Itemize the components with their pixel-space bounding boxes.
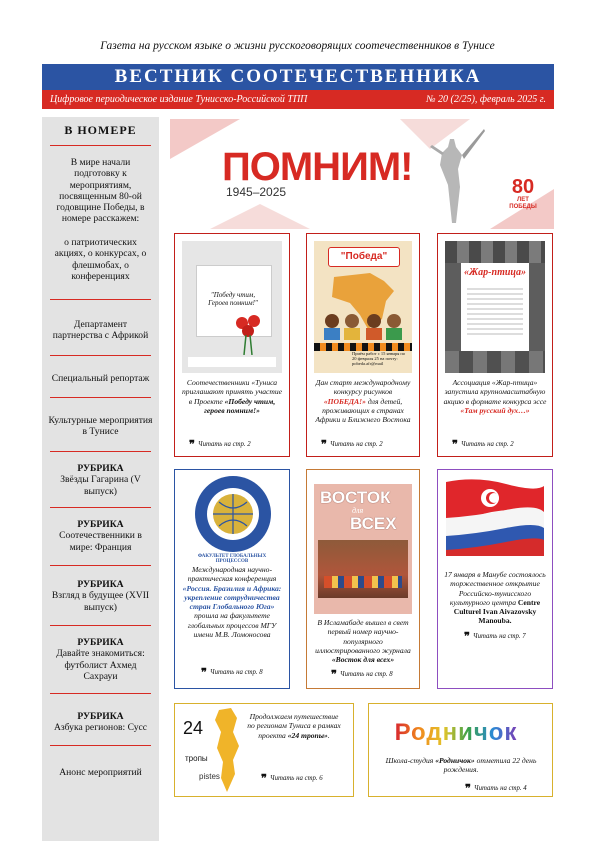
- divider: [50, 355, 151, 356]
- article-card[interactable]: [306, 233, 420, 457]
- quote-icon: ❞: [261, 773, 267, 785]
- poster-title: "Победа": [328, 247, 400, 267]
- anniversary-badge: [504, 177, 542, 211]
- quote-icon: ❞: [452, 439, 458, 451]
- newspaper-tagline: Газета на русском языке о жизни русскоговорящих соотечественников в Тунисе: [100, 40, 495, 52]
- contents-intro-list: о патриотических акциях, о конкурсах, о флешмобах, о конференциях: [54, 237, 147, 282]
- divider: [50, 145, 151, 146]
- article-caption: Ассоциация «Жар-птица» запустила крупномасштабную акцию в формате конкурса эссе «Там русский дух…»: [443, 378, 547, 415]
- poster-image: [314, 241, 412, 373]
- contents-sidebar: [42, 117, 159, 841]
- contents-item[interactable]: [48, 711, 153, 734]
- contents-item[interactable]: Культурные мероприятия в Тунисе: [48, 415, 153, 438]
- logo-number: 24: [183, 718, 204, 738]
- logo-word: тропы: [185, 754, 208, 763]
- article-caption: Школа-студия «Родничок» отметила 22 день рождения.: [385, 756, 537, 775]
- contents-item[interactable]: [48, 519, 153, 553]
- quote-icon: ❞: [464, 631, 470, 643]
- article-caption: Соотечественники «Туниса приглашают принять участие в Проекте «Победу чтим, героев помним!»: [181, 378, 283, 415]
- victory-banner: [170, 119, 554, 229]
- article-caption: В Исламабаде вышел в свет первый номер научно-популярного иллюстрированного журнала «Восток для всех»: [315, 618, 411, 665]
- rodnichok-logo: Родничок: [394, 719, 518, 746]
- faculty-logo-text: ФАКУЛЬТЕТ ГЛОБАЛЬНЫХ ПРОЦЕССОВ: [197, 554, 267, 564]
- contents-item[interactable]: Специальный репортаж: [51, 373, 150, 384]
- tunisia-map-icon: [211, 708, 241, 794]
- rubric-text: Давайте знакомиться: футболист Ахмед Сахрауи: [56, 648, 145, 682]
- read-more-link[interactable]: ❞ Читать на стр. 8: [201, 667, 263, 679]
- cover-title: ВОСТОК: [320, 488, 391, 507]
- read-more-link[interactable]: ❞ Читать на стр. 2: [452, 439, 514, 451]
- publisher-line: Цифровое периодическое издание Тунисско-Российской ТПП: [50, 94, 308, 105]
- article-card[interactable]: [437, 469, 553, 689]
- divider: [50, 507, 151, 508]
- poster-image: [182, 241, 282, 373]
- divider: [50, 451, 151, 452]
- cover-title-2: ВСЕХ: [350, 514, 397, 533]
- quote-icon: ❞: [201, 667, 207, 679]
- contents-item[interactable]: [48, 637, 153, 682]
- hero-title: ПОМНИМ!: [222, 145, 413, 189]
- subtitle-bar: [42, 90, 554, 109]
- tunisia-russia-flags-icon: [446, 476, 544, 558]
- quote-icon: ❞: [331, 669, 337, 681]
- rubric-text: Соотечественники в мире: Франция: [59, 530, 142, 553]
- quote-icon: ❞: [465, 783, 471, 795]
- poster-title: «Жар-птица»: [464, 267, 526, 278]
- article-card[interactable]: [306, 469, 420, 689]
- divider: [50, 565, 151, 566]
- newspaper-title: ВЕСТНИК СООТЕЧЕСТВЕННИКА: [42, 64, 554, 90]
- rubric-label: РУБРИКА: [77, 579, 124, 590]
- read-more-link[interactable]: ❞ Читать на стр. 2: [189, 439, 251, 451]
- quote-icon: ❞: [321, 439, 327, 451]
- badge-number: 80: [511, 176, 535, 198]
- article-caption: 17 января в Манубе состоялось торжественное открытие Российско-тунисского культурного центра Centre Culturel Ivan Aivazovsky Manouba.: [444, 570, 546, 626]
- rubric-label: РУБРИКА: [77, 637, 124, 648]
- article-card[interactable]: [437, 233, 553, 457]
- read-more-link[interactable]: ❞ Читать на стр. 8: [331, 669, 393, 681]
- article-caption: Международная научно-практическая конференция «Россия. Бразилия и Африка: укрепление сотрудничества стран Глобального Юга» прошла на факультете глобальных процессов МГУ имени М.В. Ломоносова: [182, 565, 282, 640]
- motherland-statue-icon: [418, 125, 488, 225]
- divider: [50, 299, 151, 300]
- article-card[interactable]: [174, 233, 290, 457]
- divider: [50, 397, 151, 398]
- cover-subtitle: для: [352, 506, 364, 515]
- rubric-label: РУБРИКА: [77, 463, 124, 474]
- read-more-link[interactable]: ❞ Читать на стр. 2: [321, 439, 383, 451]
- badge-text: ЛЕТ ПОБЕДЫ: [509, 197, 537, 210]
- article-card[interactable]: [174, 703, 354, 797]
- contents-item[interactable]: Департамент партнерства с Африкой: [52, 319, 149, 342]
- quote-icon: ❞: [189, 439, 195, 451]
- magazine-cover: [314, 484, 412, 614]
- issue-number: № 20 (2/25), февраль 2025 г.: [426, 94, 546, 105]
- divider: [50, 745, 151, 746]
- contents-title: В НОМЕРЕ: [64, 123, 137, 137]
- children-drawing-icon: [318, 311, 408, 341]
- faculty-logo-icon: [193, 474, 273, 554]
- contents-item[interactable]: Анонс мероприятий: [59, 767, 142, 778]
- contents-item[interactable]: [48, 579, 153, 613]
- article-card[interactable]: [174, 469, 290, 689]
- divider: [50, 625, 151, 626]
- poster-title: "Победу чтим, Героев помним!": [208, 291, 258, 307]
- article-caption: Продолжаем путешествие по регионам Туниса в рамках проекта «24 тропы».: [247, 712, 341, 740]
- article-caption: Дан старт международному конкурсу рисунков «ПОБЕДА!» для детей, проживающих в странах Африки и Ближнего Востока: [315, 378, 411, 425]
- hero-years: 1945–2025: [226, 185, 287, 199]
- read-more-link[interactable]: ❞ Читать на стр. 4: [465, 783, 527, 795]
- rubric-label: РУБРИКА: [77, 711, 124, 722]
- poster-image: [445, 241, 545, 373]
- divider: [50, 693, 151, 694]
- rubric-text: Азбука регионов: Сусс: [53, 722, 148, 734]
- rubric-label: РУБРИКА: [77, 519, 124, 530]
- contents-item[interactable]: [48, 463, 153, 497]
- rubric-text: Взгляд в будущее (XVII выпуск): [51, 590, 150, 613]
- read-more-link[interactable]: ❞ Читать на стр. 7: [464, 631, 526, 643]
- carnation-icon: [234, 315, 264, 355]
- read-more-link[interactable]: ❞ Читать на стр. 6: [261, 773, 323, 785]
- article-card[interactable]: [368, 703, 553, 797]
- rubric-text: Звёзды Гагарина (V выпуск): [60, 474, 141, 497]
- logo-word-fr: pistes: [199, 772, 220, 781]
- poster-note: Приём работ с 15 января по 20 февраля 25 на почту: pobeda.afr@mail: [352, 351, 406, 366]
- contents-intro: В мире начали подготовку к мероприятиям, посвященным 80-ой годовщине Победы, в номере расскажем:: [56, 157, 145, 225]
